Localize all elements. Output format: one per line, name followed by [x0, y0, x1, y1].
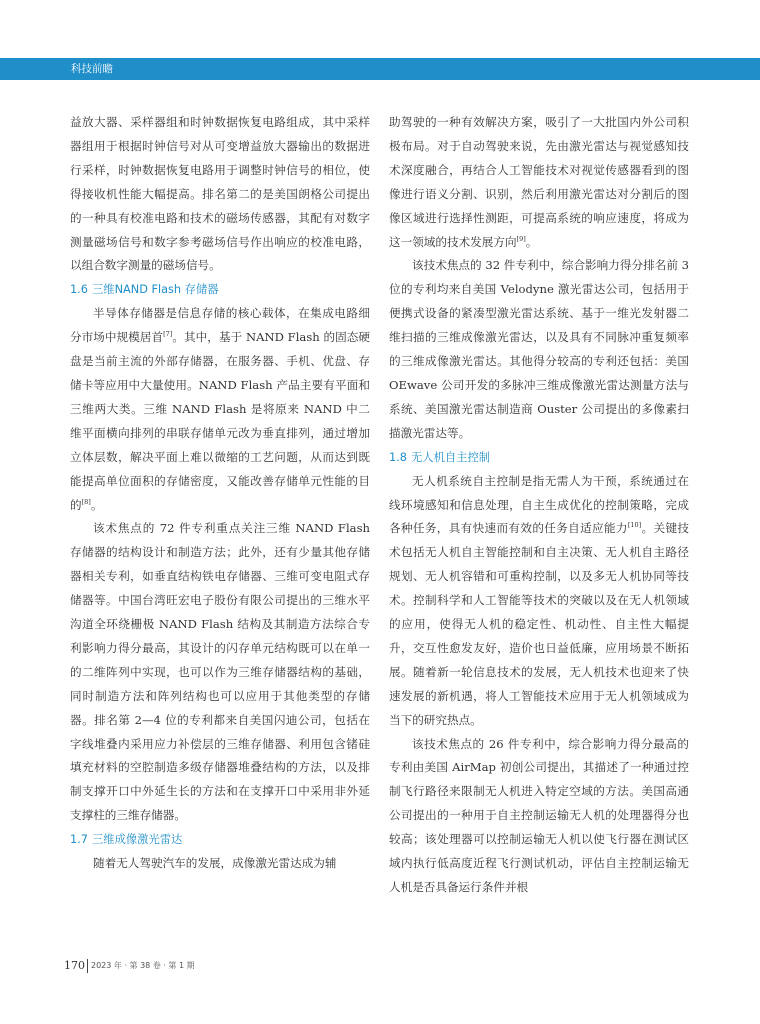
paragraph	[70, 517, 370, 828]
page-number: 170	[64, 959, 85, 972]
citation-ref: [10]	[627, 521, 642, 530]
citation-ref: [7]	[163, 330, 173, 339]
paragraph-text: 该术焦点的 72 件专利重点关注三维 NAND Flash 存储器的结构设计和制造方法；此外，还有少量其他存储器相关专利，如垂直结构铁电存储器、三维可变电阻式存储器等。中国台湾旺宏电子股份有限公司提出的三维水平沟道全环绕栅极 NAND Flash 结构及其制造方法综合专利影响力得分最高，其设计的闪存单元结构既可以在单一的二维阵列中实现，也可以作为三维存储器结构的基础，同时制造方法和阵列结构也可以应用于其他类型的存储器。排名第 2—4 位的专利都来自美国闪迪公司，包括在字线堆叠内采用应力补偿层的三维存储器、利用包含锗硅填充材料的空腔制造多级存储器堆叠结构的方法，以及排制支撑开口中外延生长的方法和在支撑开口中采用非外延支撑柱的三维存储器。	[70, 521, 370, 823]
section-heading	[70, 828, 370, 852]
paragraph	[389, 733, 689, 900]
section-number: 1.7	[70, 833, 88, 847]
paragraph-text: 。关键技术包括无人机自主智能控制和自主决策、无人机自主路径规划、无人机容错和可重构控制，以及多无人机协同等技术。控制科学和人工智能等技术的突破以及在无人机领域的应用，使得无人机的稳定性、机动性、自主性大幅提升，交互性愈发友好，造价也日益低廉，应用场景不断拓展。随着新一轮信息技术的发展，无人机技术也迎来了快速发展的新机遇，将人工智能技术应用于无人机领域成为当下的研究热点。	[389, 521, 689, 727]
paragraph-text: 无人机系统自主控制是指无需人为干预，系统通过在线环境感知和信息处理，自主生成优化的控制策略，完成各种任务，具有快速而有效的任务自适应能力	[389, 473, 689, 536]
section-heading	[70, 278, 370, 302]
section-title: 三维NAND Flash 存储器	[91, 283, 219, 297]
paragraph	[389, 111, 689, 254]
section-title: 三维成像激光雷达	[91, 833, 183, 847]
left-column	[70, 111, 370, 876]
section-number: 1.6	[70, 283, 88, 297]
section-title: 无人机自主控制	[410, 450, 491, 464]
section-label: 科技前瞻	[71, 63, 113, 75]
paragraph-text: 随着无人驾驶汽车的发展，成像激光雷达成为辅	[93, 856, 337, 871]
paragraph-text: 助驾驶的一种有效解决方案，吸引了一大批国内外公司积极布局。对于自动驾驶来说，先由激光雷达与视觉感知技术深度融合，再结合人工智能技术对视觉传感器看到的图像进行语义分割、识别，然后利用激光雷达对分割后的图像区域进行选择性测距，可提高系统的响应速度，将成为这一领域的技术发展方向	[389, 115, 689, 249]
paragraph	[389, 470, 689, 733]
paragraph	[70, 302, 370, 517]
paragraph-text: 该技术焦点的 26 件专利中，综合影响力得分最高的专利由美国 AirMap 初创公司提出，其描述了一种通过控制飞行路径来限制无人机进入特定空域的方法。美国高通公司提出的一种用于自主控制运输无人机的处理器得分也较高；该处理器可以控制运输无人机以使飞行器在测试区域内执行低高度近程飞行测试机动，评估自主控制运输无人机是否具备运行条件并根	[389, 736, 689, 894]
header-bar	[0, 58, 760, 80]
section-heading	[389, 446, 689, 470]
paragraph	[70, 111, 370, 278]
paragraph-text: 。其中，基于 NAND Flash 的固态硬盘是当前主流的外部存储器，在服务器、手机、优盘、存储卡等应用中大量使用。NAND Flash 产品主要有平面和三维两大类。三维 NAND Flash 是将原来 NAND 中二维平面横向排列的串联存储单元改为垂直排列，通过增加立体层数，解决平面上难以微缩的工艺问题，从而达到既能提高单位面积的存储密度，又能改善存储单元性能的目的	[70, 330, 370, 512]
paragraph-text: 益放大器、采样器组和时钟数据恢复电路组成，其中采样器组用于根据时钟信号对从可变增益放大器输出的数据进行采样，时钟数据恢复电路用于调整时钟信号的相位，使得接收机性能大幅提高。排名第二的是美国朗格公司提出的一种具有校准电路和技术的磁场传感器，其配有对数字测量磁场信号和数字参考磁场信号作出响应的校准电路，以组合数字测量的磁场信号。	[70, 115, 370, 273]
right-column	[389, 111, 689, 900]
paragraph	[389, 254, 689, 445]
paragraph	[70, 852, 370, 876]
page-footer	[64, 958, 195, 974]
paragraph-text: 。	[90, 497, 103, 512]
issue-info: 2023 年 · 第 38 卷 · 第 1 期	[91, 961, 195, 970]
section-number: 1.8	[389, 450, 407, 464]
paragraph-text: 半导体存储器是信息存储的核心载体，在集成电路细分市场中规模居首	[70, 306, 370, 345]
citation-ref: [8]	[81, 497, 91, 506]
citation-ref: [9]	[516, 234, 526, 243]
paragraph-text: 该技术焦点的 32 件专利中，综合影响力得分排名前 3 位的专利均来自美国 Velodyne 激光雷达公司，包括用于便携式设备的紧凑型激光雷达系统、基于一维光发射器二维扫描的三维成像激光雷达，以及具有不同脉冲重复频率的三维成像激光雷达。其他得分较高的专利还包括：美国 OEwave 公司开发的多脉冲三维成像激光雷达测量方法与系统、美国激光雷达制造商 Ouster 公司提出的多像素扫描激光雷达等。	[389, 258, 689, 440]
paragraph-text: 。	[525, 234, 538, 249]
footer-divider	[87, 959, 88, 973]
